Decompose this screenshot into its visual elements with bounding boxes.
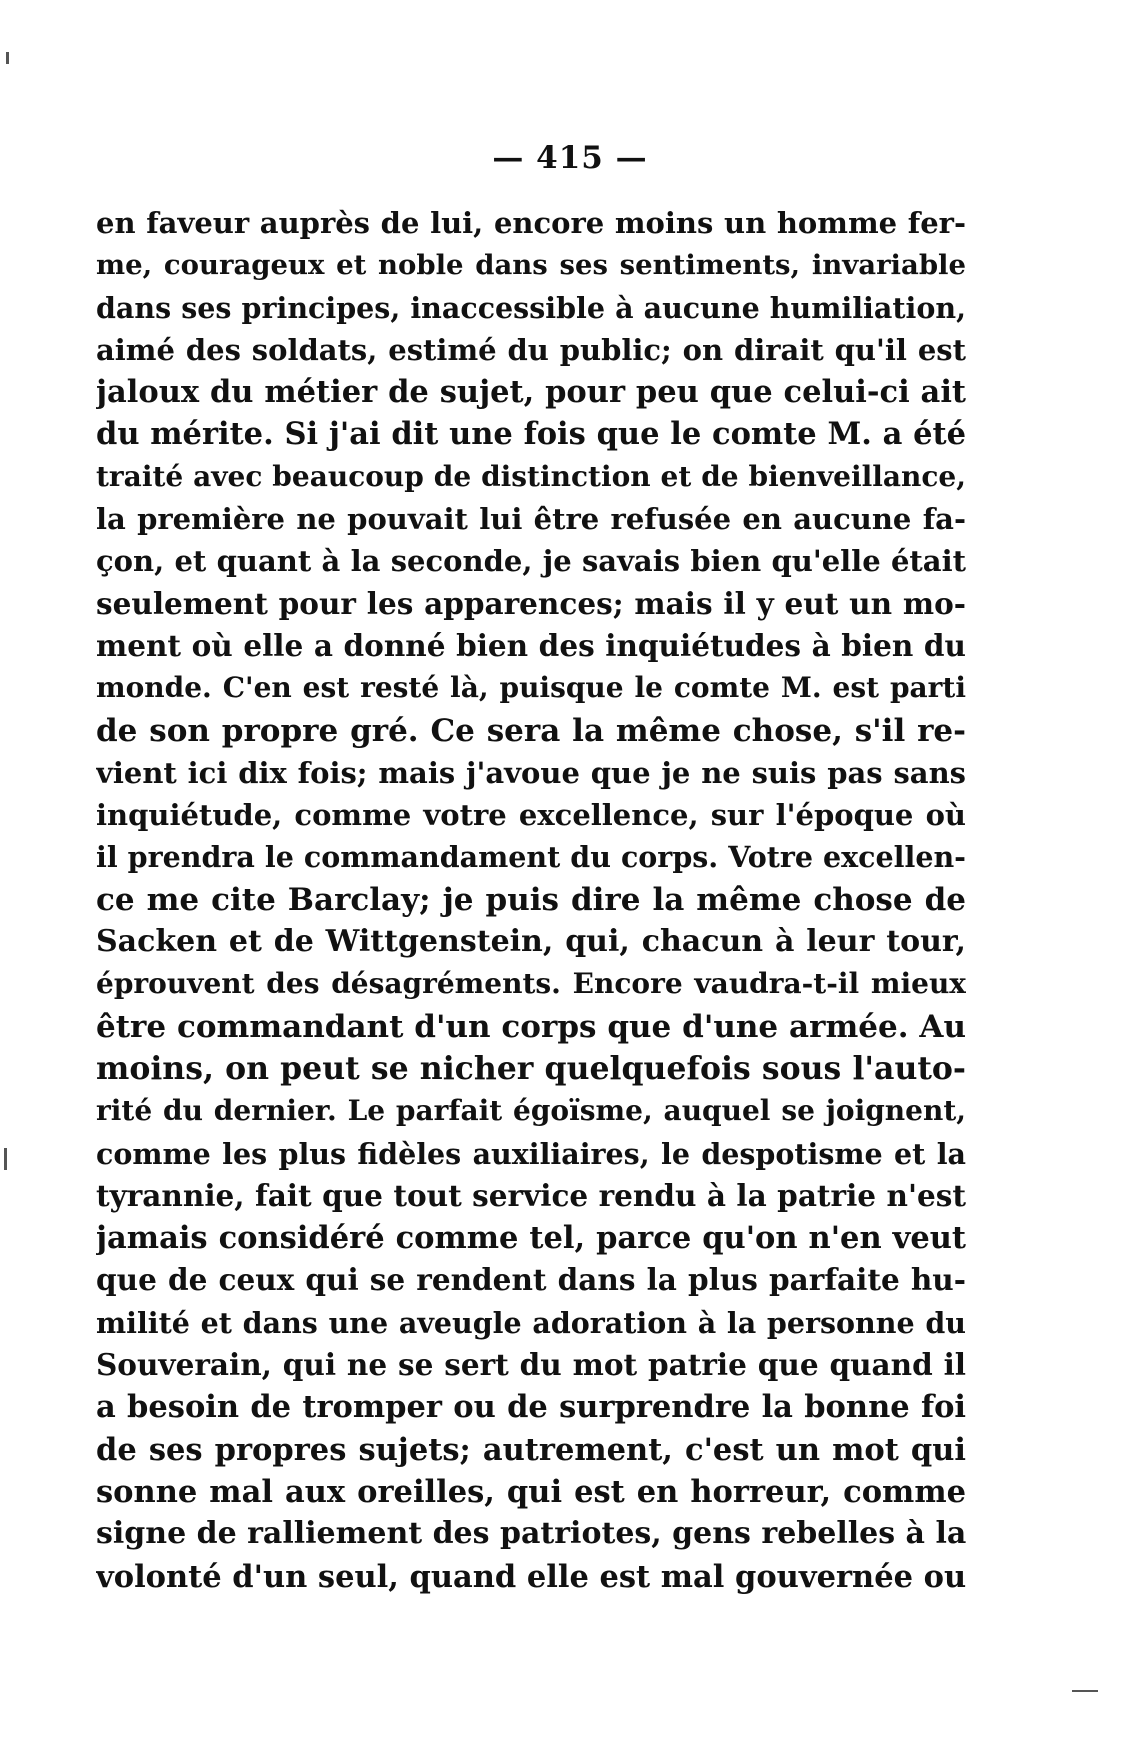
text-line: monde. C'en est resté là, puisque le comte M. est parti (96, 671, 966, 705)
text-line: tyrannie, fait que tout service rendu à la patrie n'est (96, 1177, 966, 1213)
text-line: dans ses principes, inaccessible à aucune humiliation, (96, 290, 966, 325)
text-line: aimé des soldats, estimé du public; on dirait qu'il est (96, 332, 966, 367)
text-line: jamais considéré comme tel, parce qu'on n'en veut (96, 1220, 966, 1257)
text-line: me, courageux et noble dans ses sentiments, invariable (96, 249, 966, 282)
text-line: en faveur auprès de lui, encore moins un homme fer- (96, 206, 966, 240)
text-line: traité avec beaucoup de distinction et de bienveillance, (96, 459, 966, 493)
text-line: ment où elle a donné bien des inquiétudes à bien du (96, 627, 966, 663)
text-line: comme les plus fidèles auxiliaires, le despotisme et la (96, 1136, 966, 1171)
page-number: — 415 — (492, 140, 648, 176)
text-line: volonté d'un seul, quand elle est mal gouvernée ou (96, 1558, 966, 1595)
text-line: de son propre gré. Ce sera la même chose, s'il re- (96, 712, 966, 749)
text-line: de ses propres sujets; autrement, c'est un mot qui (96, 1431, 966, 1468)
text-line: inquiétude, comme votre excellence, sur l'époque où (96, 798, 966, 833)
text-line: seulement pour les apparences; mais il y eut un mo- (96, 585, 966, 621)
text-line: Souverain, qui ne se sert du mot patrie que quand il (96, 1347, 966, 1383)
text-line: du mérite. Si j'ai dit une fois que le comte M. a été (96, 416, 966, 453)
body-text (96, 202, 966, 1598)
text-line: çon, et quant à la seconde, je savais bien qu'elle était (96, 544, 966, 579)
margin-mark (6, 52, 9, 64)
text-line: ce me cite Barclay; je puis dire la même chose de (96, 881, 966, 918)
text-line: éprouvent des désagréments. Encore vaudra-t-il mieux (96, 967, 966, 1001)
text-line: être commandant d'un corps que d'une armée. Au (96, 1008, 966, 1045)
text-line: sonne mal aux oreilles, qui est en horreur, comme (96, 1473, 966, 1510)
text-line: la première ne pouvait lui être refusée en aucune fa- (96, 502, 966, 537)
margin-mark (4, 1148, 7, 1170)
text-line: milité et dans une aveugle adoration à la personne du (96, 1305, 966, 1340)
text-line: vient ici dix fois; mais j'avoue que je ne suis pas sans (96, 755, 966, 790)
text-line: que de ceux qui se rendent dans la plus parfaite hu- (96, 1262, 966, 1298)
text-line: rité du dernier. Le parfait égoïsme, auquel se joignent, (96, 1094, 966, 1128)
text-line: signe de ralliement des patriotes, gens rebelles à la (96, 1516, 966, 1552)
text-line: il prendra le commandament du corps. Votre excellen- (96, 840, 966, 875)
text-line: Sacken et de Wittgenstein, qui, chacun à leur tour, (96, 924, 966, 960)
text-line: jaloux du métier de sujet, pour peu que celui-ci ait (96, 374, 966, 411)
text-line: moins, on peut se nicher quelquefois sous l'auto- (96, 1049, 966, 1087)
text-line: a besoin de tromper ou de surprendre la bonne foi (96, 1389, 966, 1426)
margin-mark (1072, 1690, 1098, 1692)
